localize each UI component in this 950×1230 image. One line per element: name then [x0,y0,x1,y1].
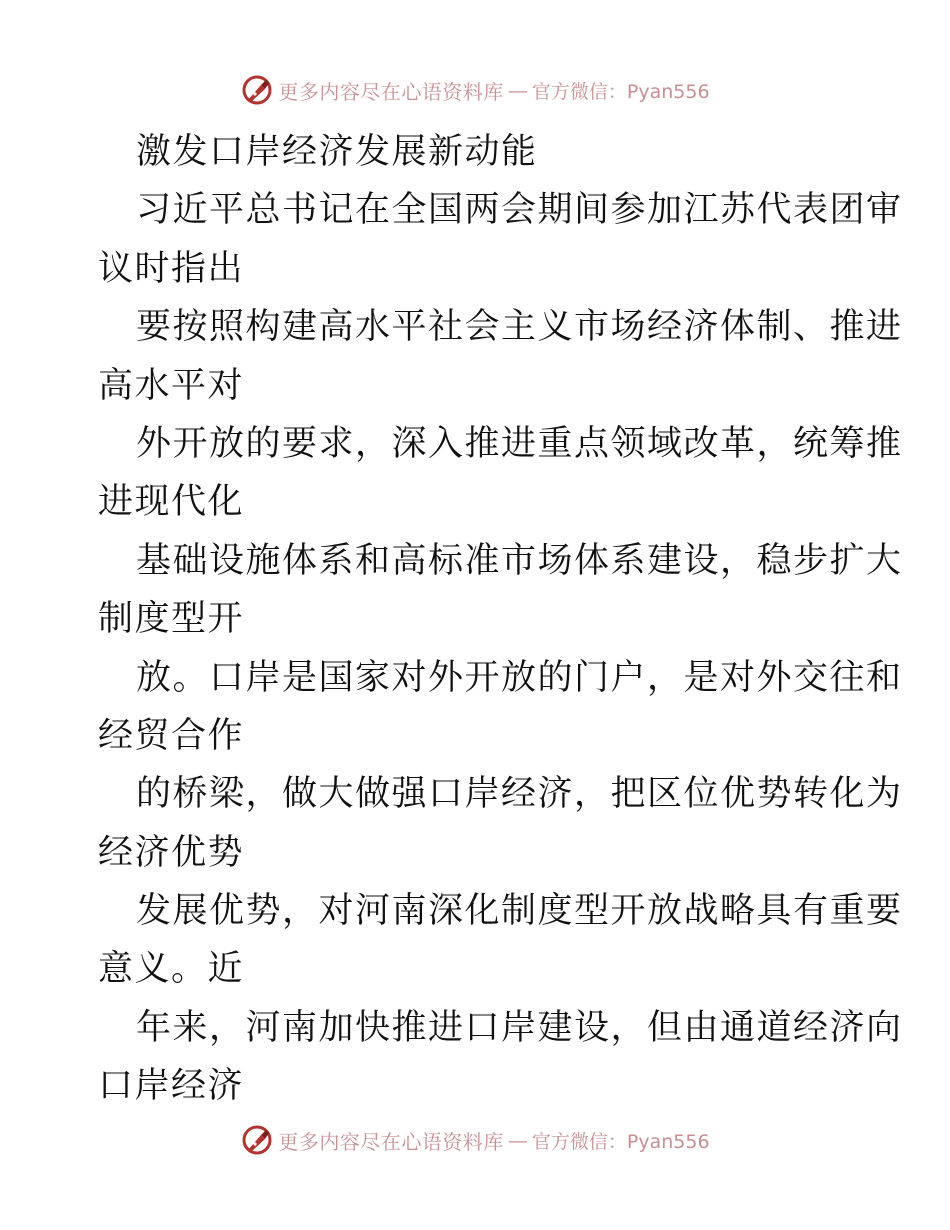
text-line: 经贸合作 [98,715,245,756]
footer-banner-inner [240,1123,709,1157]
text-line: 经济优势 [98,832,245,873]
footer-banner-wechat: 官方微信：Pyan556 [531,1130,710,1153]
text-line: 的桥梁，做大做强口岸经济，把区位优势转化为 [136,774,903,815]
text-line: 基础设施体系和高标准市场体系建设，稳步扩大 [136,540,903,581]
text-line: 发展优势，对河南深化制度型开放战略具有重要 [136,891,903,932]
document-body [98,123,903,1116]
text-line: 制度型开 [98,599,245,640]
header-banner-dash: — [507,78,528,102]
pen-nib-circle-logo-icon [240,1123,274,1157]
text-line: 议时指出 [98,248,245,289]
pen-nib-circle-logo-icon [240,73,274,107]
text-line: 习近平总书记在全国两会期间参加江苏代表团审 [136,190,903,231]
text-line: 口岸经济 [98,1066,245,1107]
text-line: 外开放的要求，深入推进重点领域改革，统筹推 [136,423,903,464]
footer-banner [0,1120,950,1160]
text-line: 激发口岸经济发展新动能 [136,132,538,172]
header-banner-text: 更多内容尽在心语资料库 [278,79,504,104]
text-line: 高水平对 [98,365,245,406]
text-line: 年来，河南加快推进口岸建设，但由通道经济向 [136,1007,903,1048]
text-line: 意义。近 [98,949,245,990]
footer-banner-text: 更多内容尽在心语资料库 [278,1129,504,1154]
header-banner-wechat: 官方微信：Pyan556 [531,80,710,103]
text-line: 要按照构建高水平社会主义市场经济体制、推进 [136,307,903,348]
text-line: 进现代化 [98,482,245,523]
header-banner [0,70,950,110]
header-banner-inner [240,73,709,107]
footer-banner-dash: — [507,1128,528,1152]
text-line: 放。口岸是国家对外开放的门户，是对外交往和 [136,657,903,698]
